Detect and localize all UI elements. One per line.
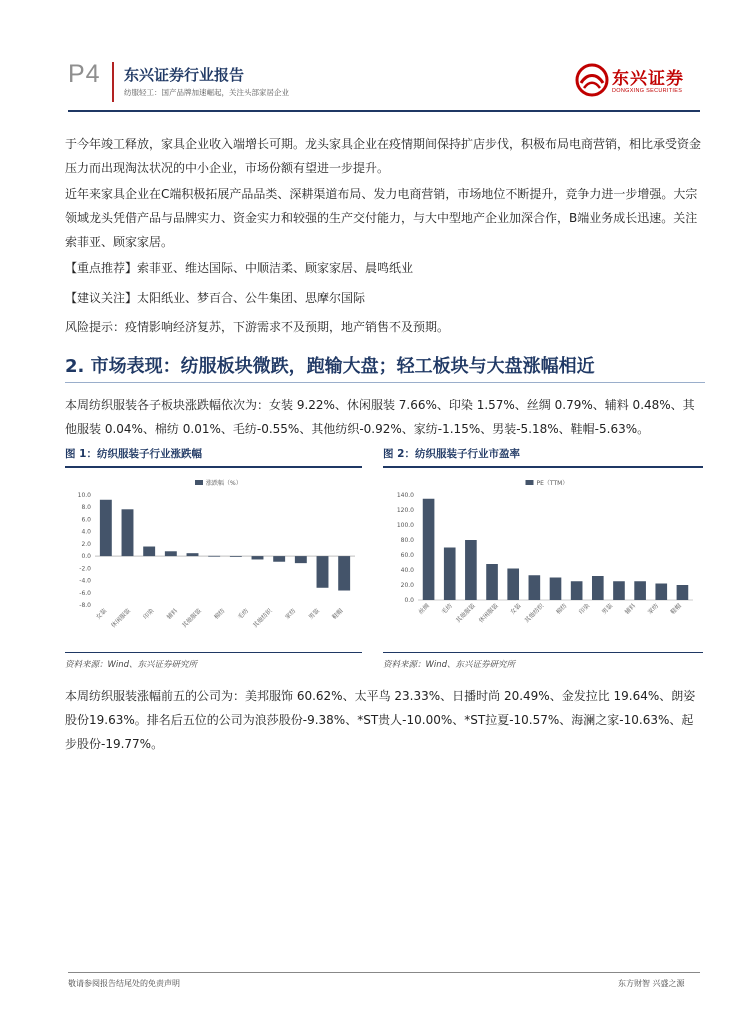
x-tick-label: 家纺 xyxy=(283,607,298,621)
y-tick-label: -6.0 xyxy=(79,589,91,597)
figure-2-rule xyxy=(383,466,703,468)
x-tick-label: 印染 xyxy=(577,602,592,616)
footer-slogan: 东方财智 兴盛之源 xyxy=(618,979,685,988)
header-rule xyxy=(68,110,700,112)
x-tick-label: 棉纺 xyxy=(554,602,569,616)
y-tick-label: 20.0 xyxy=(400,582,414,589)
y-tick-label: 60.0 xyxy=(400,552,414,559)
y-tick-label: -4.0 xyxy=(79,577,91,585)
y-tick-label: 4.0 xyxy=(81,528,91,536)
x-tick-label: 辅料 xyxy=(165,607,180,621)
header-divider xyxy=(112,62,114,102)
y-tick-label: 0.0 xyxy=(81,553,91,561)
bar xyxy=(677,585,689,600)
bar xyxy=(613,581,625,600)
x-tick-label: 丝绸 xyxy=(417,602,431,616)
x-tick-label: 辅料 xyxy=(623,602,638,616)
x-tick-label: 毛纺 xyxy=(440,602,454,616)
y-tick-label: 120.0 xyxy=(396,507,414,514)
key-recommendations: 【重点推荐】索菲亚、维达国际、中顺洁柔、顾家家居、晨鸣纸业 xyxy=(65,261,414,275)
y-tick-label: 2.0 xyxy=(81,540,91,548)
x-tick-label: 休闲服装 xyxy=(477,602,500,625)
report-subtitle: 纺服轻工：国产品牌加速崛起，关注头部家居企业 xyxy=(124,88,289,97)
x-tick-label: 家纺 xyxy=(646,602,661,616)
bar xyxy=(122,509,134,556)
footer-disclaimer: 敬请参阅报告结尾处的免责声明 xyxy=(68,979,180,988)
top-bottom-companies: 本周纺织服装涨幅前五的公司为：美邦服饰 60.62%、太平鸟 23.33%、日播时尚 20.49%、金发拉比 19.64%、朗姿股份19.63%。排名后五位的公司为浪莎股份-9.38%、*ST贵人-10.00%、*ST拉夏-10.57%、海澜之家-10.63%、起步股份-19.77%。 xyxy=(65,689,696,751)
figure-1-title: 图 1：纺织服装子行业涨跌幅 xyxy=(65,448,202,460)
x-tick-label: 男装 xyxy=(600,602,615,616)
bar xyxy=(550,578,562,601)
x-tick-label: 男装 xyxy=(307,607,321,621)
figure-1-source: 资料来源：Wind、东兴证券研究所 xyxy=(65,660,198,670)
bar xyxy=(655,584,667,601)
x-tick-label: 其他纺织 xyxy=(523,602,546,625)
y-tick-label: 140.0 xyxy=(396,492,414,499)
legend-label: PE（TTM） xyxy=(536,480,569,487)
x-tick-label: 棉纺 xyxy=(212,607,227,621)
sub-sector-performance: 本周纺织服装各子板块涨跌幅依次为：女装 9.22%、休闲服装 7.66%、印染 1.57%、丝绸 0.79%、辅料 0.48%、其他服装 0.04%、棉纺 0.01%、毛纺-0.55%、其他纺织-0.92%、家纺-1.15%、男装-5.18%、鞋帽-5.63%。 xyxy=(65,398,695,436)
x-tick-label: 女装 xyxy=(94,607,109,621)
x-tick-label: 鞋帽 xyxy=(669,602,683,616)
bar xyxy=(252,556,264,559)
bar xyxy=(273,556,285,562)
x-tick-label: 女装 xyxy=(509,602,523,616)
sub-sector-change-chart xyxy=(65,470,362,650)
bar xyxy=(529,575,541,600)
legend-swatch xyxy=(526,480,534,485)
bar xyxy=(100,500,112,556)
y-tick-label: 100.0 xyxy=(396,522,414,529)
legend-swatch xyxy=(195,480,203,485)
figure-2-source: 资料来源：Wind、东兴证券研究所 xyxy=(383,660,516,670)
x-tick-label: 印染 xyxy=(142,607,156,621)
y-tick-label: 0.0 xyxy=(404,597,414,604)
x-tick-label: 其他纺织 xyxy=(251,607,274,630)
bar xyxy=(507,569,519,601)
y-tick-label: 40.0 xyxy=(400,567,414,574)
figure-2-title: 图 2：纺织服装子行业市盈率 xyxy=(383,448,520,460)
x-tick-label: 鞋帽 xyxy=(331,607,345,621)
x-tick-label: 其他服装 xyxy=(454,602,477,625)
y-tick-label: 10.0 xyxy=(77,492,91,499)
bar xyxy=(208,556,220,557)
section-title: 2. 市场表现：纺服板块微跌，跑输大盘；轻工板块与大盘涨幅相近 xyxy=(65,356,595,377)
x-tick-label: 毛纺 xyxy=(236,607,251,621)
bar xyxy=(295,556,307,563)
y-tick-label: -8.0 xyxy=(79,602,91,609)
report-title: 东兴证券行业报告 xyxy=(124,66,245,84)
x-tick-label: 休闲服装 xyxy=(109,607,132,630)
bar xyxy=(486,564,498,600)
bar xyxy=(143,547,155,557)
bar xyxy=(465,540,477,600)
bar xyxy=(338,556,350,590)
y-tick-label: 80.0 xyxy=(400,537,414,544)
sub-sector-pe-chart xyxy=(383,470,703,650)
paragraph-1: 于今年竣工释放，家具企业收入端增长可期。龙头家具企业在疫情期间保持扩店步伐，积极布局电商营销，相比承受资金压力而出现淘汰状况的中小企业，市场份额有望进一步提升。 xyxy=(65,137,702,175)
bar xyxy=(423,499,435,600)
suggested-attention: 【建议关注】太阳纸业、梦百合、公牛集团、思摩尔国际 xyxy=(65,291,366,305)
dongxing-logo-icon xyxy=(575,63,609,97)
risk-warning: 风险提示：疫情影响经济复苏，下游需求不及预期，地产销售不及预期。 xyxy=(65,320,450,334)
bar xyxy=(187,553,199,556)
bar xyxy=(634,581,646,600)
x-tick-label: 其他服装 xyxy=(180,607,203,630)
figure-1-bottom-rule xyxy=(65,652,362,653)
y-tick-label: 6.0 xyxy=(81,516,91,524)
page-number: P4 xyxy=(68,60,101,88)
footer-rule xyxy=(68,972,700,973)
bar xyxy=(230,556,242,557)
bar xyxy=(571,581,583,600)
section-rule xyxy=(65,382,705,383)
bar xyxy=(165,551,177,556)
y-tick-label: 8.0 xyxy=(81,504,91,512)
y-tick-label: -2.0 xyxy=(79,565,91,573)
bar xyxy=(317,556,329,588)
bar xyxy=(592,576,604,600)
paragraph-2: 近年来家具企业在C端积极拓展产品品类、深耕渠道布局、发力电商营销，市场地位不断提升，竞争力进一步增强。大宗领域龙头凭借产品与品牌实力、资金实力和较强的生产交付能力，与大中型地产企业加深合作，B端业务成长迅速。关注索菲亚、顾家家居。 xyxy=(65,187,698,249)
logo-text: 东兴证券 xyxy=(612,69,684,89)
logo-english: DONGXING SECURITIES xyxy=(612,88,683,94)
figure-1-rule xyxy=(65,466,362,468)
figure-2-bottom-rule xyxy=(383,652,703,653)
legend-label: 涨跌幅（%） xyxy=(206,480,242,487)
bar xyxy=(444,548,456,601)
